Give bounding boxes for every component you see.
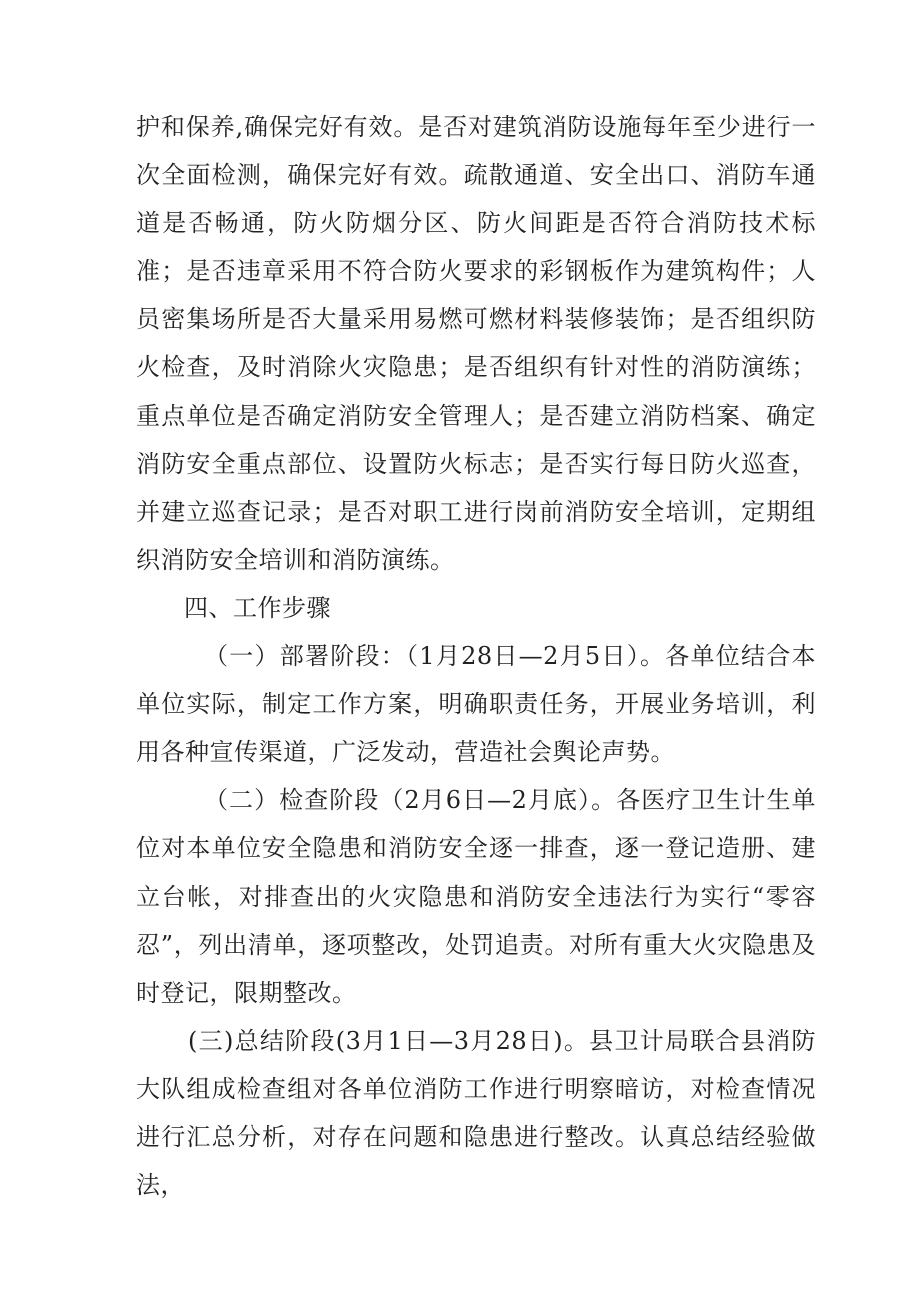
paragraph-inspection-stage: （二）检查阶段（2月6日—2月底）。各医疗卫生计生单位对本单位安全隐患和消防安全逐一排查，逐一登记造册、建立台帐，对排查出的火灾隐患和消防安全违法行为实行“零容忍”，列出清单，逐项整改，处罚追责。对所有重大火灾隐患及时登记，限期整改。 [136,786,816,1007]
document-body [136,103,816,1209]
paragraph-deployment-stage: （一）部署阶段：（1月28日—2月5日）。各单位结合本单位实际，制定工作方案，明确职责任务，开展业务培训，利用各种宣传渠道，广泛发动，营造社会舆论声势。 [136,642,816,767]
section-heading-work-steps: 四、工作步骤 [184,593,331,622]
paragraph-summary-stage: (三)总结阶段(3月1日—3月28日)。县卫计局联合县消防大队组成检查组对各单位消防工作进行明察暗访，对检查情况进行汇总分析，对存在问题和隐患进行整改。认真总结经验做法， [136,1026,816,1200]
paragraph-continuation: 护和保养,确保完好有效。是否对建筑消防设施每年至少进行一次全面检测，确保完好有效。疏散通道、安全出口、消防车通道是否畅通，防火防烟分区、防火间距是否符合消防技术标准；是否违章采用不符合防火要求的彩钢板作为建筑构件；人员密集场所是否大量采用易燃可燃材料装修装饰；是否组织防火检查，及时消除火灾隐患；是否组织有针对性的消防演练；重点单位是否确定消防安全管理人；是否建立消防档案、确定消防安全重点部位、设置防火标志；是否实行每日防火巡查，并建立巡查记录；是否对职工进行岗前消防安全培训，定期组织消防安全培训和消防演练。 [136,113,816,574]
